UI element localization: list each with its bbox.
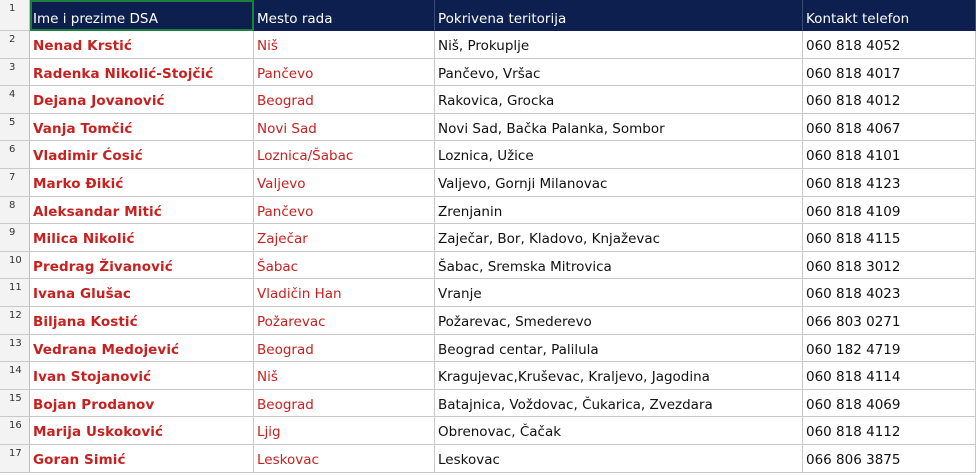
cell-name[interactable]: Ivana Glušac bbox=[30, 279, 254, 307]
cell-city[interactable]: Pančevo bbox=[254, 197, 435, 225]
cell-phone[interactable]: 066 803 0271 bbox=[803, 307, 976, 335]
cell-city[interactable]: Pančevo bbox=[254, 59, 435, 87]
cell-name[interactable]: Milica Nikolić bbox=[30, 224, 254, 252]
row-number[interactable]: 4 bbox=[0, 86, 30, 114]
cell-territory[interactable]: Zrenjanin bbox=[435, 197, 803, 225]
header-cell-city[interactable]: Mesto rada bbox=[254, 0, 435, 31]
row-number[interactable]: 9 bbox=[0, 224, 30, 252]
cell-territory[interactable]: Šabac, Sremska Mitrovica bbox=[435, 252, 803, 280]
row-number[interactable]: 11 bbox=[0, 279, 30, 307]
row-number[interactable]: 15 bbox=[0, 390, 30, 418]
cell-name[interactable]: Dejana Jovanović bbox=[30, 86, 254, 114]
cell-city[interactable]: Niš bbox=[254, 362, 435, 390]
header-cell-territory[interactable]: Pokrivena teritorija bbox=[435, 0, 803, 31]
cell-city[interactable]: Valjevo bbox=[254, 169, 435, 197]
row-number[interactable]: 2 bbox=[0, 31, 30, 59]
cell-name[interactable]: Marija Uskoković bbox=[30, 417, 254, 445]
cell-territory[interactable]: Batajnica, Voždovac, Čukarica, Zvezdara bbox=[435, 390, 803, 418]
cell-city[interactable]: Šabac bbox=[254, 252, 435, 280]
cell-city[interactable]: Vladičin Han bbox=[254, 279, 435, 307]
row-number[interactable]: 17 bbox=[0, 445, 30, 473]
header-cell-name[interactable]: Ime i prezime DSA bbox=[30, 0, 254, 31]
row-number[interactable]: 5 bbox=[0, 114, 30, 142]
cell-territory[interactable]: Požarevac, Smederevo bbox=[435, 307, 803, 335]
row-number[interactable]: 10 bbox=[0, 252, 30, 280]
cell-name[interactable]: Vedrana Medojević bbox=[30, 335, 254, 363]
cell-name[interactable]: Predrag Živanović bbox=[30, 252, 254, 280]
cell-territory[interactable]: Rakovica, Grocka bbox=[435, 86, 803, 114]
cell-territory[interactable]: Beograd centar, Palilula bbox=[435, 335, 803, 363]
cell-name[interactable]: Vanja Tomčić bbox=[30, 114, 254, 142]
cell-territory[interactable]: Novi Sad, Bačka Palanka, Sombor bbox=[435, 114, 803, 142]
row-number[interactable]: 16 bbox=[0, 417, 30, 445]
cell-city[interactable]: Beograd bbox=[254, 86, 435, 114]
cell-territory[interactable]: Niš, Prokuplje bbox=[435, 31, 803, 59]
cell-phone[interactable]: 060 818 4067 bbox=[803, 114, 976, 142]
cell-city[interactable]: Beograd bbox=[254, 335, 435, 363]
cell-phone[interactable]: 060 818 3012 bbox=[803, 252, 976, 280]
row-number[interactable]: 14 bbox=[0, 362, 30, 390]
cell-city[interactable]: Loznica/Šabac bbox=[254, 141, 435, 169]
cell-name[interactable]: Goran Simić bbox=[30, 445, 254, 473]
cell-phone[interactable]: 060 182 4719 bbox=[803, 335, 976, 363]
cell-territory[interactable]: Kragujevac,Kruševac, Kraljevo, Jagodina bbox=[435, 362, 803, 390]
cell-phone[interactable]: 060 818 4115 bbox=[803, 224, 976, 252]
cell-name[interactable]: Radenka Nikolić-Stojčić bbox=[30, 59, 254, 87]
cell-territory[interactable]: Valjevo, Gornji Milanovac bbox=[435, 169, 803, 197]
row-number[interactable]: 6 bbox=[0, 141, 30, 169]
row-number[interactable]: 3 bbox=[0, 59, 30, 87]
cell-territory[interactable]: Vranje bbox=[435, 279, 803, 307]
row-number[interactable]: 8 bbox=[0, 197, 30, 225]
cell-phone[interactable]: 060 818 4112 bbox=[803, 417, 976, 445]
cell-phone[interactable]: 060 818 4052 bbox=[803, 31, 976, 59]
row-number[interactable]: 12 bbox=[0, 307, 30, 335]
cell-city[interactable]: Beograd bbox=[254, 390, 435, 418]
cell-phone[interactable]: 060 818 4069 bbox=[803, 390, 976, 418]
cell-name[interactable]: Vladimir Ćosić bbox=[30, 141, 254, 169]
cell-name[interactable]: Nenad Krstić bbox=[30, 31, 254, 59]
cell-name[interactable]: Ivan Stojanović bbox=[30, 362, 254, 390]
cell-city[interactable]: Niš bbox=[254, 31, 435, 59]
cell-city[interactable]: Ljig bbox=[254, 417, 435, 445]
cell-name[interactable]: Biljana Kostić bbox=[30, 307, 254, 335]
row-number[interactable]: 7 bbox=[0, 169, 30, 197]
cell-phone[interactable]: 060 818 4023 bbox=[803, 279, 976, 307]
cell-city[interactable]: Novi Sad bbox=[254, 114, 435, 142]
cell-territory[interactable]: Zaječar, Bor, Kladovo, Knjaževac bbox=[435, 224, 803, 252]
row-number[interactable]: 13 bbox=[0, 335, 30, 363]
row-number[interactable]: 1 bbox=[0, 0, 30, 31]
cell-name[interactable]: Bojan Prodanov bbox=[30, 390, 254, 418]
cell-phone[interactable]: 060 818 4114 bbox=[803, 362, 976, 390]
header-cell-phone[interactable]: Kontakt telefon bbox=[803, 0, 976, 31]
cell-phone[interactable]: 060 818 4123 bbox=[803, 169, 976, 197]
cell-city[interactable]: Zaječar bbox=[254, 224, 435, 252]
cell-territory[interactable]: Leskovac bbox=[435, 445, 803, 473]
cell-name[interactable]: Marko Đikić bbox=[30, 169, 254, 197]
cell-phone[interactable]: 060 818 4101 bbox=[803, 141, 976, 169]
cell-territory[interactable]: Pančevo, Vršac bbox=[435, 59, 803, 87]
cell-phone[interactable]: 060 818 4012 bbox=[803, 86, 976, 114]
cell-territory[interactable]: Obrenovac, Čačak bbox=[435, 417, 803, 445]
cell-phone[interactable]: 066 806 3875 bbox=[803, 445, 976, 473]
cell-phone[interactable]: 060 818 4109 bbox=[803, 197, 976, 225]
cell-phone[interactable]: 060 818 4017 bbox=[803, 59, 976, 87]
cell-city[interactable]: Požarevac bbox=[254, 307, 435, 335]
cell-city[interactable]: Leskovac bbox=[254, 445, 435, 473]
cell-territory[interactable]: Loznica, Užice bbox=[435, 141, 803, 169]
cell-name[interactable]: Aleksandar Mitić bbox=[30, 197, 254, 225]
